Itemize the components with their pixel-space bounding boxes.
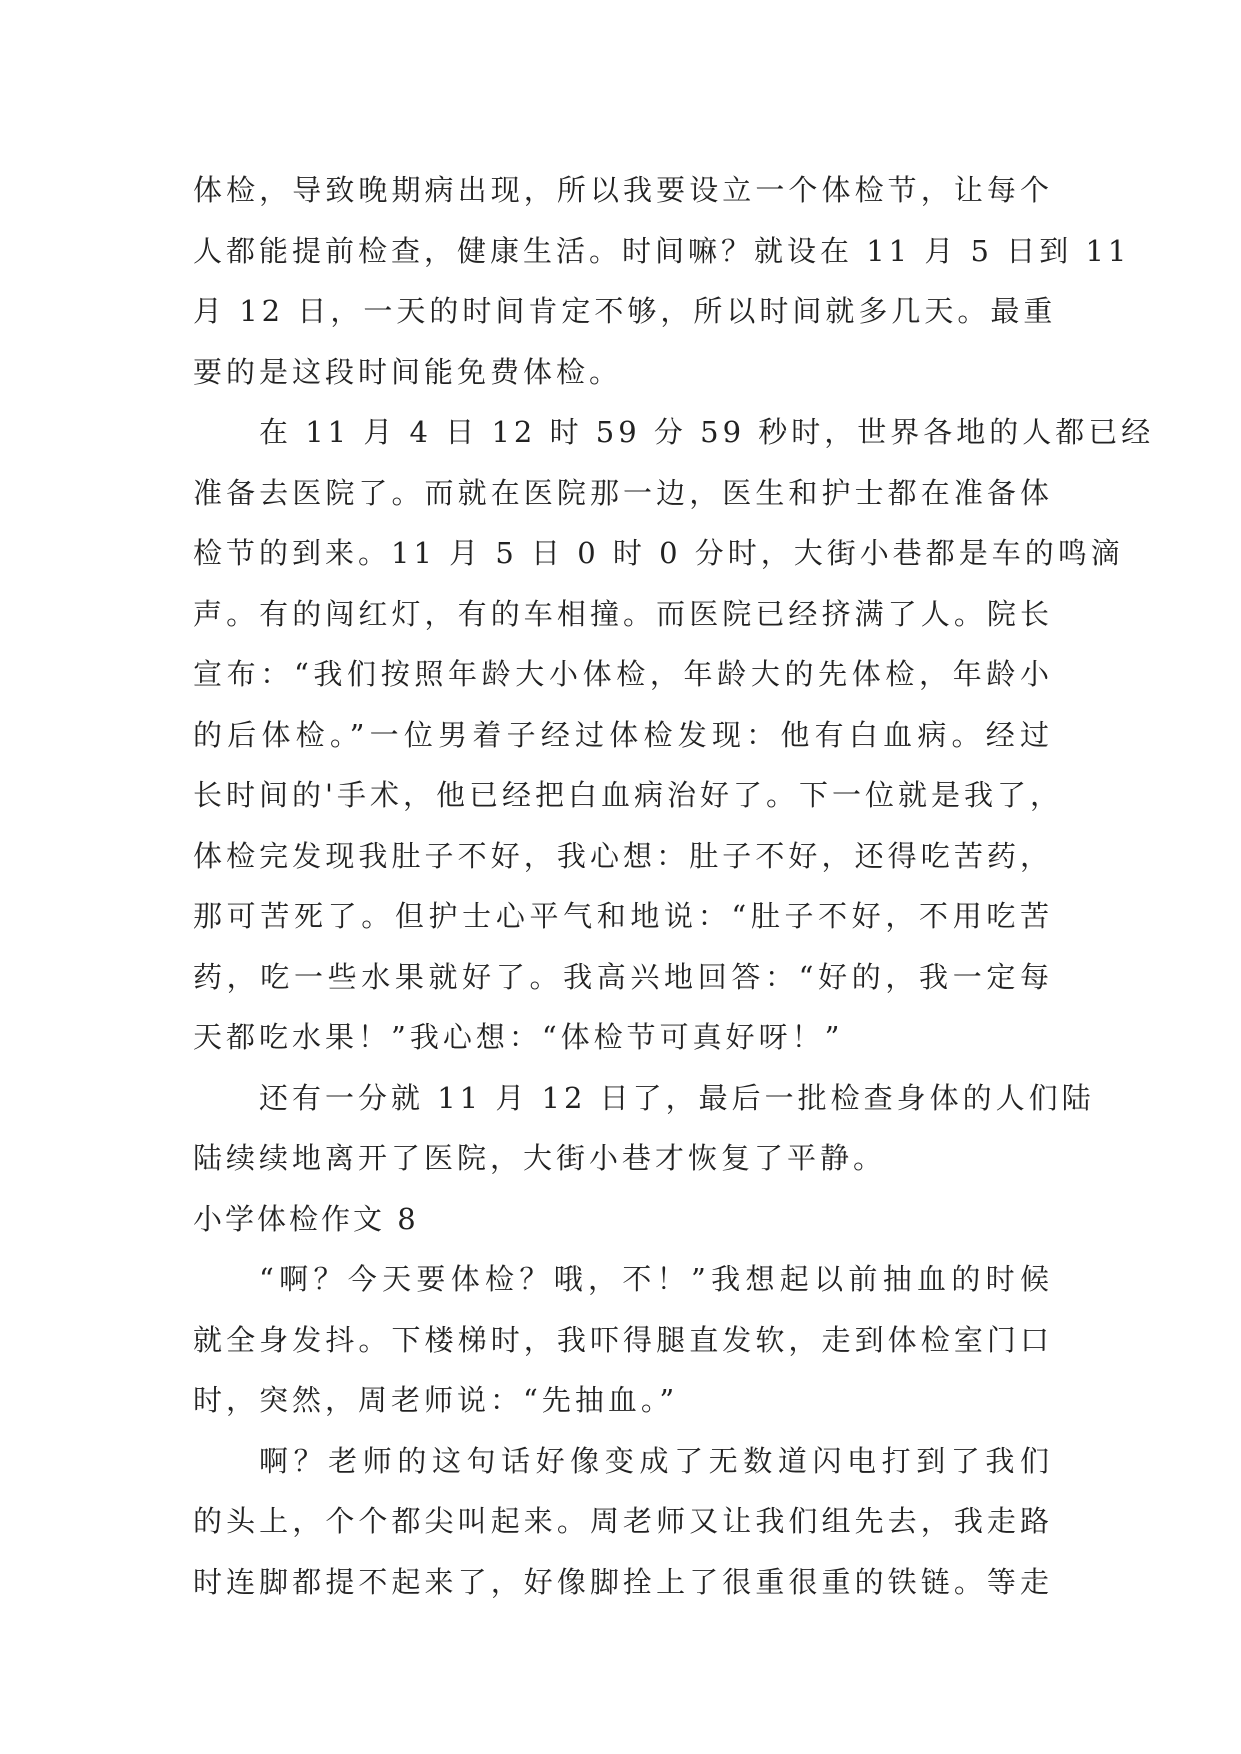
text-line-content: 天都吃水果！”我心想：“体检节可真好呀！” <box>193 1020 844 1054</box>
text-line <box>193 947 1053 1008</box>
text-line <box>193 1310 1053 1371</box>
text-line-content: 长时间的'手术，他已经把白血病治好了。下一位就是我了， <box>193 778 1063 812</box>
text-line-content: “啊？今天要体检？哦，不！”我想起以前抽血的时候 <box>259 1262 1053 1296</box>
text-line-content: 的头上，个个都尖叫起来。周老师又让我们组先去，我走路 <box>193 1504 1053 1538</box>
text-line <box>193 1249 1053 1310</box>
text-line <box>193 584 1053 645</box>
text-line-content: 的后体检。”一位男着子经过体检发现：他有白血病。经过 <box>193 717 1053 752</box>
text-line-content: 检节的到来。11 月 5 日 0 时 0 分时，大街小巷都是车的鸣滴 <box>193 536 1124 570</box>
text-line <box>193 705 1053 766</box>
text-line-content: 月 12 日，一天的时间肯定不够，所以时间就多几天。最重 <box>193 294 1057 328</box>
text-line <box>193 463 1053 524</box>
text-line-content: 体检完发现我肚子不好，我心想：肚子不好，还得吃苦药， <box>193 838 1053 873</box>
text-line <box>193 160 1053 221</box>
text-line <box>193 1552 1053 1613</box>
text-line-content: 人都能提前检查，健康生活。时间嘛？就设在 11 月 5 日到 11 <box>193 233 1131 268</box>
essay-body <box>193 160 1155 1612</box>
text-line-content: 陆续续地离开了医院，大街小巷才恢复了平静。 <box>193 1141 887 1175</box>
text-line <box>193 342 1053 403</box>
text-line <box>193 886 1053 947</box>
text-line <box>193 221 1131 282</box>
text-line-content: 药，吃一些水果就好了。我高兴地回答：“好的，我一定每 <box>193 959 1053 994</box>
text-line-content: 宣布：“我们按照年龄大小体检，年龄大的先体检，年龄小 <box>193 657 1053 691</box>
text-line-content: 准备去医院了。而就在医院那一边，医生和护士都在准备体 <box>193 475 1053 510</box>
text-line <box>193 1370 1053 1431</box>
text-line <box>193 765 1063 826</box>
text-line <box>193 1007 1053 1068</box>
text-line <box>193 1068 1095 1129</box>
section-heading <box>193 1189 1053 1250</box>
text-line-content: 体检，导致晚期病出现，所以我要设立一个体检节，让每个 <box>193 173 1053 207</box>
text-line-content: 时连脚都提不起来了，好像脚拴上了很重很重的铁链。等走 <box>193 1564 1053 1599</box>
text-line <box>193 1431 1053 1492</box>
text-line-content: 在 11 月 4 日 12 时 59 分 59 秒时，世界各地的人都已经 <box>259 415 1155 449</box>
text-line-content: 时，突然，周老师说：“先抽血。” <box>193 1383 679 1417</box>
section-heading-text: 小学体检作文 8 <box>193 1201 419 1236</box>
text-line-content: 啊？老师的这句话好像变成了无数道闪电打到了我们 <box>259 1443 1053 1478</box>
text-line <box>193 1128 1053 1189</box>
text-line <box>193 402 1155 463</box>
text-line <box>193 523 1124 584</box>
text-line <box>193 826 1053 887</box>
text-line <box>193 644 1053 705</box>
text-line-content: 那可苦死了。但护士心平气和地说：“肚子不好，不用吃苦 <box>193 899 1053 933</box>
text-line-content: 还有一分就 11 月 12 日了，最后一批检查身体的人们陆 <box>259 1080 1095 1115</box>
text-line <box>193 1491 1053 1552</box>
text-line-content: 声。有的闯红灯，有的车相撞。而医院已经挤满了人。院长 <box>193 596 1053 631</box>
text-line <box>193 281 1057 342</box>
text-line-content: 要的是这段时间能免费体检。 <box>193 354 623 389</box>
text-line-content: 就全身发抖。下楼梯时，我吓得腿直发软，走到体检室门口 <box>193 1322 1053 1357</box>
